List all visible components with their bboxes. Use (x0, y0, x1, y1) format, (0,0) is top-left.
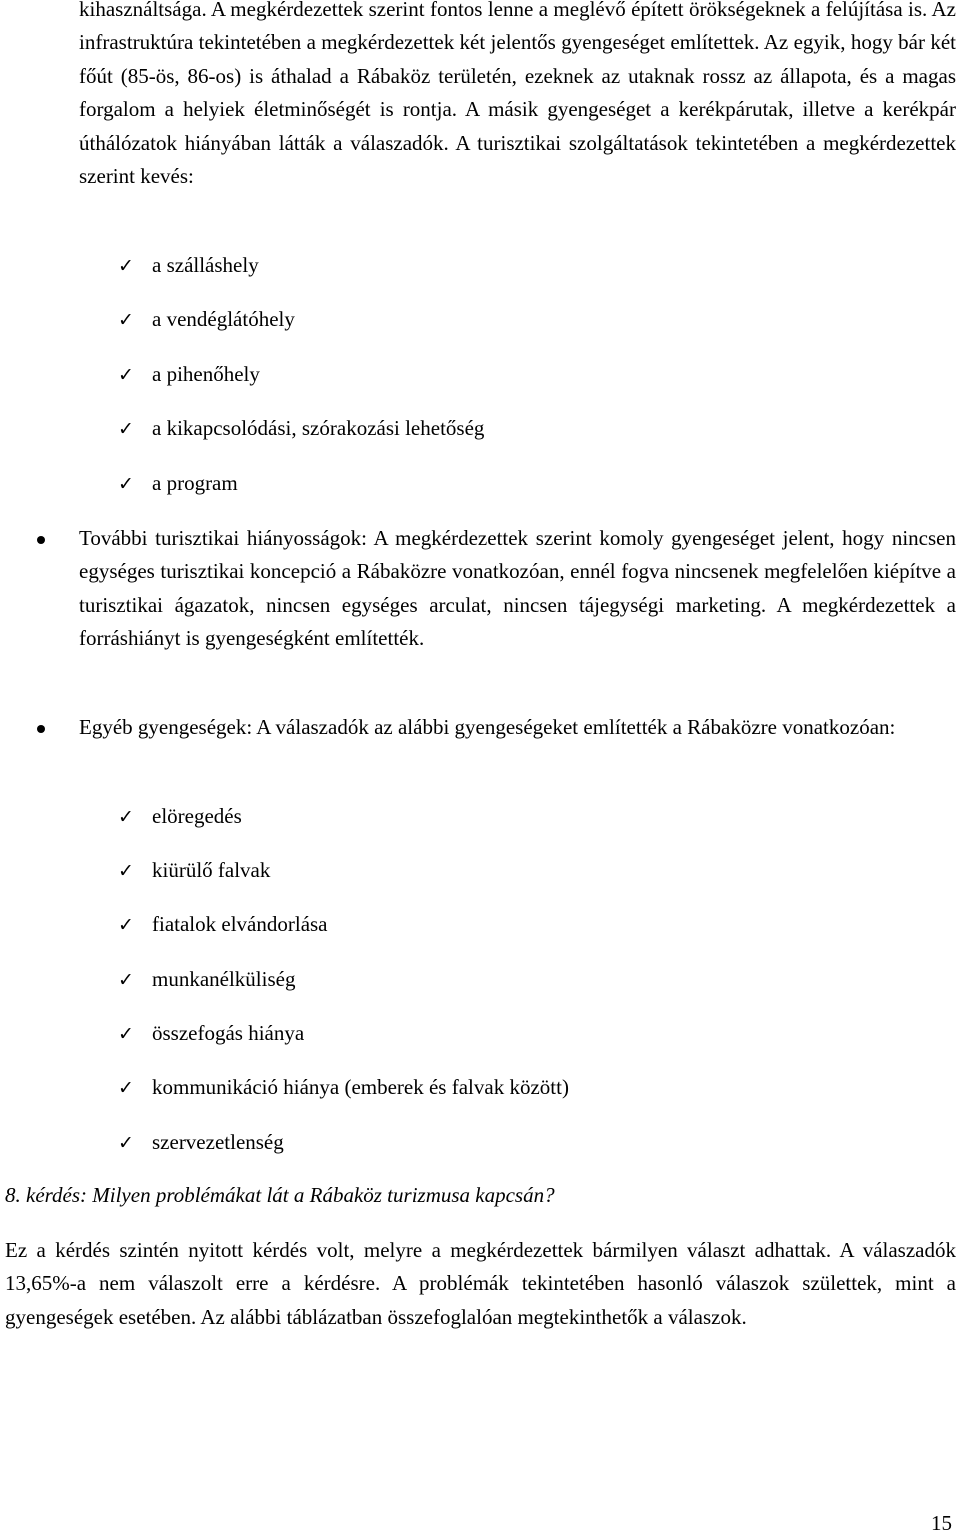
check-icon: ✓ (118, 1132, 134, 1154)
check-icon: ✓ (118, 806, 134, 828)
check-icon: ✓ (118, 473, 134, 495)
list-item: ✓ a kikapcsolódási, szórakozási lehetőség (118, 413, 484, 443)
page-number: 15 (931, 1511, 952, 1535)
check-icon: ✓ (118, 914, 134, 936)
check-icon: ✓ (118, 1077, 134, 1099)
check-icon: ✓ (118, 860, 134, 882)
list-item: ✓ a vendéglátóhely (118, 304, 295, 334)
check-icon: ✓ (118, 418, 134, 440)
intro-paragraph: kihasználtsága. A megkérdezettek szerint fontos lenne a meglévő épített örökségeknek a felújítása is. Az infrastruktúra tekintetében a megkérdezettek két jelentős gyengeséget említettek. Az egyik, hogy bár két főút (85-ös, 86-os) is áthalad a Rábaköz területén, ezeknek az utaknak rossz az állapota, és a magas forgalom a helyiek életminőségét is rontja. A másik gyengeséget a kerékpárutak, illetve a kerékpár úthálózatok hiányában látták a válaszadók. A turisztikai szolgáltatások tekintetében a megkérdezettek szerint kevés: (79, 0, 956, 189)
check-icon: ✓ (118, 309, 134, 331)
list-item: ✓ szervezetlenség (118, 1127, 284, 1157)
check-icon: ✓ (118, 969, 134, 991)
bullet-other-paragraph: Egyéb gyengeségek: A válaszadók az alábbi gyengeségeket említették a Rábaközre vonatkozóan: (79, 715, 896, 739)
list-item: ✓ kiürülő falvak (118, 855, 270, 885)
check-icon: ✓ (118, 1023, 134, 1045)
list-item: ✓ fiatalok elvándorlása (118, 909, 328, 939)
list-item: ✓ kommunikáció hiánya (emberek és falvak között) (118, 1072, 569, 1102)
list-item: ✓ a program (118, 468, 238, 498)
bullet-icon (37, 536, 45, 544)
list-item: ✓ munkanélküliség (118, 964, 295, 994)
list-item: ✓ a szálláshely (118, 250, 259, 280)
list-item: ✓ összefogás hiánya (118, 1018, 304, 1048)
list-item: ✓ elöregedés (118, 801, 242, 831)
question-heading: 8. kérdés: Milyen problémákat lát a Rábaköz turizmusa kapcsán? (5, 1183, 555, 1207)
bullet-tourism-paragraph: További turisztikai hiányosságok: A megkérdezettek szerint komoly gyengeséget jelent, hogy nincsen egységes turisztikai koncepció a Rábaközre vonatkozóan, ennél fogva nincsenek megfelelően kiépítve a turisztikai ágazatok, nincsen egységes arculat, nincsen tájegységi marketing. A megkérdezettek a forráshiányt is gyengeségként említették. (79, 526, 956, 651)
check-icon: ✓ (118, 364, 134, 386)
answer-paragraph: Ez a kérdés szintén nyitott kérdés volt, melyre a megkérdezettek bármilyen választ adhattak. A válaszadók 13,65%-a nem válaszolt erre a kérdésre. A problémák tekintetében hasonló válaszok születtek, mint a gyengeségek esetében. Az alábbi táblázatban összefoglalóan megtekinthetők a válaszok. (5, 1238, 956, 1329)
check-icon: ✓ (118, 255, 134, 277)
bullet-icon (37, 725, 45, 733)
list-item: ✓ a pihenőhely (118, 359, 260, 389)
